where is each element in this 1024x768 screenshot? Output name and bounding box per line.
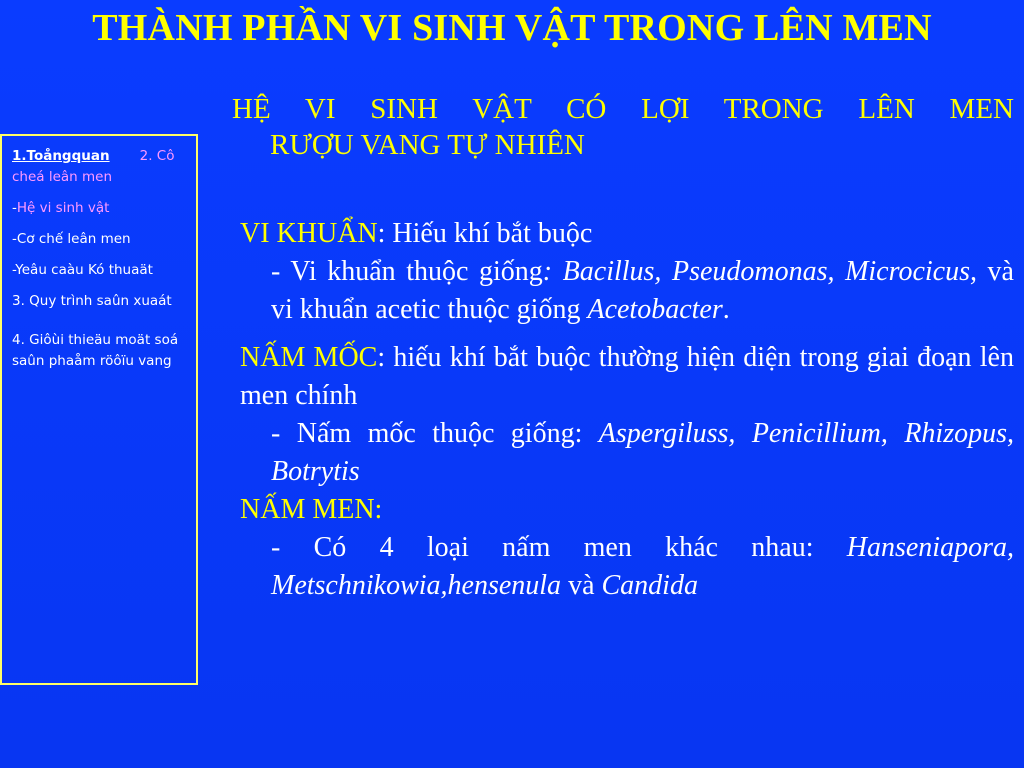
sidebar-item-requirements-row — [12, 260, 190, 281]
sidebar-item-mechanism[interactable]: 2. Cô cheá leân men — [12, 148, 175, 185]
mold-section — [240, 339, 1014, 415]
sidebar-item-microflora[interactable]: Hệ vi sinh vật — [16, 200, 110, 216]
sidebar-item-process[interactable]: 3. Quy trình saûn xuaát — [12, 293, 172, 309]
sidebar-nav — [0, 134, 198, 685]
yeast-heading: NẤM MEN: — [240, 494, 383, 525]
slide-subtitle-line1: HỆ VI SINH VẬT CÓ LỢI TRONG LÊN MEN — [232, 93, 1014, 125]
mold-detail: - Nấm mốc thuộc giống: Aspergiluss, Penicillium, Rhizopus, Botrytis — [271, 418, 1014, 487]
sidebar-item-requirements[interactable]: Yeâu caàu Kó thuaät — [15, 262, 153, 278]
mold-text: : hiếu khí bắt buộc thường hiện diện trong giai đoạn lên men chính — [240, 342, 1014, 411]
mold-heading: NẤM MỐC — [240, 342, 378, 373]
yeast-detail: - Có 4 loại nấm men khác nhau: Hanseniapora, Metschnikowia,hensenula và Candida — [271, 532, 1014, 601]
sidebar-item-fermentation-row — [12, 229, 190, 250]
sidebar-bullet: - — [12, 200, 17, 216]
sidebar-item-products[interactable]: 4. Giôùi thieäu moät soá saûn phaåm röôïu vang — [12, 332, 179, 369]
sidebar-item-fermentation[interactable]: Cơ chế leân men — [16, 231, 131, 247]
bacteria-text: : Hiếu khí bắt buộc — [377, 218, 593, 249]
sidebar-bullet: - — [12, 262, 16, 278]
sidebar-item-overview[interactable]: 1.Toångquan — [12, 148, 110, 164]
slide-title: THÀNH PHẦN VI SINH VẬT TRONG LÊN MEN — [92, 7, 932, 49]
sidebar-bullet: - — [12, 231, 17, 247]
slide-content — [240, 215, 1014, 605]
slide-subtitle-line2: RƯỢU VANG TỰ NHIÊN — [270, 129, 585, 161]
sidebar-item-overview-row — [12, 146, 190, 188]
bacteria-section — [240, 215, 1014, 253]
bacteria-heading: VI KHUẨN — [240, 218, 378, 249]
bacteria-detail: - Vi khuẩn thuộc giống: Bacillus, Pseudomonas, Microcicus, và vi khuẩn acetic thuộc giống Acetobacter. — [271, 256, 1014, 325]
sidebar-item-microflora-row — [12, 198, 190, 219]
yeast-section — [240, 491, 1014, 529]
spacer — [240, 329, 1014, 339]
